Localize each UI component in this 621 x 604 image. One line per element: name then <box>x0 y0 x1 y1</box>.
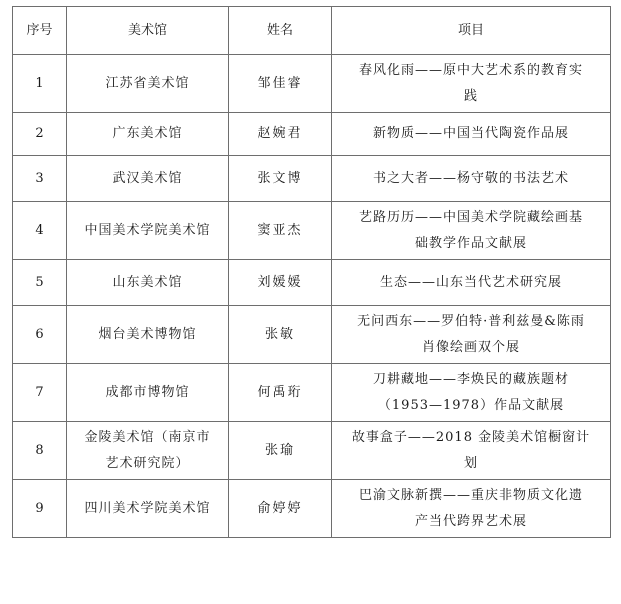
project-line: 艺路历历——中国美术学院藏绘画基 <box>358 209 583 225</box>
table-row <box>13 202 611 260</box>
table-row <box>13 364 611 422</box>
row-museum <box>67 364 229 422</box>
table-row <box>13 260 611 306</box>
table-row <box>13 156 611 202</box>
table-row <box>13 113 611 156</box>
project-line: 生态——山东当代艺术研究展 <box>379 274 562 290</box>
row-museum <box>67 156 229 202</box>
museum-line: 山东美术馆 <box>112 274 183 290</box>
row-name: 张瑜 <box>229 422 332 480</box>
header-name: 姓名 <box>229 7 332 55</box>
museum-line: 艺术研究院） <box>105 455 190 471</box>
project-line: 础教学作品文献展 <box>414 235 527 251</box>
project-line: 新物质——中国当代陶瓷作品展 <box>372 126 569 141</box>
project-line: 书之大者——杨守敬的书法艺术 <box>372 170 569 186</box>
project-line: 划 <box>463 455 478 471</box>
row-project <box>332 202 611 260</box>
row-name: 张敏 <box>229 306 332 364</box>
row-index: 2 <box>13 113 67 156</box>
table-row <box>13 306 611 364</box>
row-name: 窦亚杰 <box>229 202 332 260</box>
museum-line: 武汉美术馆 <box>112 170 183 186</box>
project-line: 巴渝文脉新撰——重庆非物质文化遗 <box>358 487 583 503</box>
row-name: 何禹珩 <box>229 364 332 422</box>
row-project <box>332 364 611 422</box>
header-museum: 美术馆 <box>67 7 229 55</box>
row-name: 邹佳睿 <box>229 55 332 113</box>
project-line: 产当代跨界艺术展 <box>414 513 527 529</box>
row-museum <box>67 422 229 480</box>
row-index: 4 <box>13 202 67 260</box>
table-row <box>13 55 611 113</box>
exhibition-table <box>12 6 611 538</box>
header-project: 项目 <box>332 7 611 55</box>
row-name: 俞婷婷 <box>229 480 332 538</box>
project-line: 肖像绘画双个展 <box>421 339 520 355</box>
row-museum <box>67 55 229 113</box>
row-project <box>332 422 611 480</box>
row-index: 6 <box>13 306 67 364</box>
row-index: 5 <box>13 260 67 306</box>
row-museum <box>67 202 229 260</box>
museum-line: 中国美术学院美术馆 <box>84 222 211 238</box>
row-name: 刘媛媛 <box>229 260 332 306</box>
row-index: 9 <box>13 480 67 538</box>
project-line: 春风化雨——原中大艺术系的教育实 <box>358 62 583 78</box>
row-museum <box>67 306 229 364</box>
row-index: 7 <box>13 364 67 422</box>
museum-line: 广东美术馆 <box>112 126 183 141</box>
row-index: 3 <box>13 156 67 202</box>
row-project <box>332 55 611 113</box>
row-index: 1 <box>13 55 67 113</box>
row-project <box>332 113 611 156</box>
row-museum <box>67 480 229 538</box>
header-row <box>13 7 611 55</box>
project-line: 刀耕藏地——李焕民的藏族题材 <box>372 371 569 387</box>
row-museum <box>67 113 229 156</box>
project-line: 故事盒子——2018 金陵美术馆橱窗计 <box>351 429 591 445</box>
header-index: 序号 <box>13 7 67 55</box>
row-name: 张文博 <box>229 156 332 202</box>
table-row <box>13 480 611 538</box>
row-name: 赵婉君 <box>229 113 332 156</box>
project-line: 践 <box>463 88 478 104</box>
row-project <box>332 480 611 538</box>
project-line: （1953—1978）作品文献展 <box>377 397 565 413</box>
row-project <box>332 260 611 306</box>
project-line: 无问西东——罗伯特·普利兹曼&陈雨 <box>357 313 585 329</box>
row-museum <box>67 260 229 306</box>
museum-line: 江苏省美术馆 <box>105 75 190 91</box>
museum-line: 烟台美术博物馆 <box>98 326 197 342</box>
museum-line: 四川美术学院美术馆 <box>84 500 211 516</box>
row-project <box>332 156 611 202</box>
row-project <box>332 306 611 364</box>
museum-line: 金陵美术馆（南京市 <box>84 429 211 445</box>
row-index: 8 <box>13 422 67 480</box>
table-row <box>13 422 611 480</box>
museum-line: 成都市博物馆 <box>105 384 190 400</box>
